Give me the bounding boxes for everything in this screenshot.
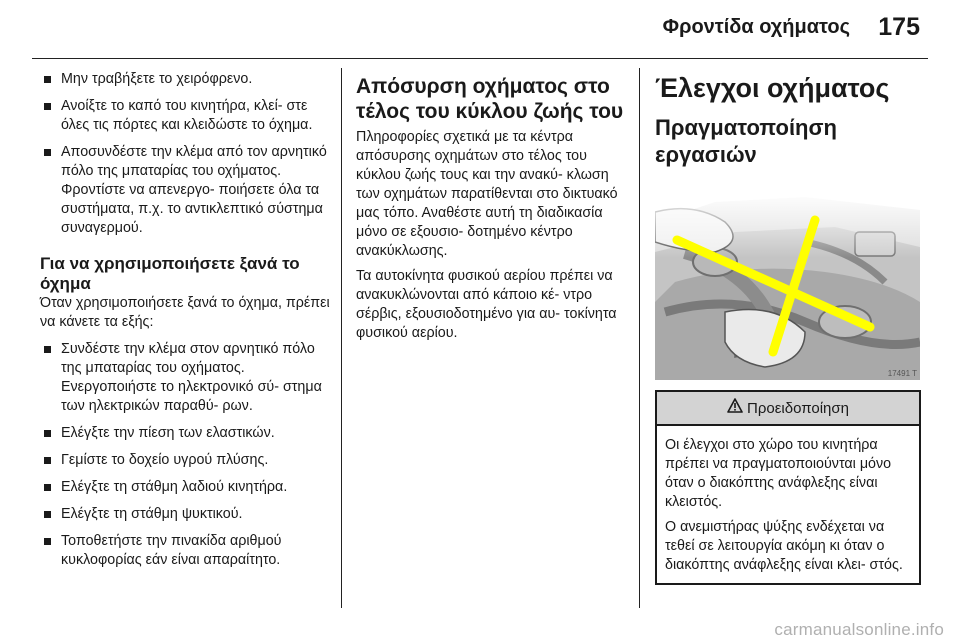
warning-title: Προειδοποίηση bbox=[747, 399, 849, 417]
page-number: 175 bbox=[878, 13, 920, 41]
list-item: Τοποθετήστε την πινακίδα αριθμού κυκλοφορίας εάν είναι απαραίτητο. bbox=[40, 532, 330, 570]
column-2 bbox=[356, 70, 628, 343]
list-item: Αποσυνδέστε την κλέμα από τον αρνητικό πόλο της μπαταρίας του οχήματος. Φροντίστε να απενεργο- ποιήσετε όλα τα συστήματα, π.χ. το αντικλεπτικό σύστημα συναγερμού. bbox=[40, 143, 330, 238]
warning-body bbox=[657, 426, 919, 583]
engine-bay-figure bbox=[655, 192, 920, 380]
watermark: carmanualsonline.info bbox=[774, 620, 944, 639]
section-heading-disposal: Απόσυρση οχήματος στο τέλος του κύκλου ζωής του bbox=[356, 75, 624, 123]
list-item: Ανοίξτε το καπό του κινητήρα, κλεί- στε όλες τις πόρτες και κλειδώστε το όχημα. bbox=[40, 97, 330, 135]
list-item: Συνδέστε την κλέμα στον αρνητικό πόλο της μπαταρίας του οχήματος. Ενεργοποιήστε το ηλεκτρονικό σύ- στημα των ηλεκτρικών παραθύ- ρων. bbox=[40, 340, 330, 416]
column-3 bbox=[655, 70, 921, 585]
reuse-intro: Όταν χρησιμοποιήσετε ξανά το όχημα, πρέπει να κάνετε τα εξής: bbox=[40, 295, 330, 330]
chapter-heading: Έλεγχοι οχήματος bbox=[655, 73, 890, 103]
column-divider-2 bbox=[639, 68, 640, 608]
list-item: Ελέγξτε τη στάθμη λαδιού κινητήρα. bbox=[40, 478, 330, 497]
running-title: Φροντίδα οχήματος bbox=[662, 16, 850, 38]
header-rule bbox=[32, 58, 928, 59]
list-item: Ελέγξτε την πίεση των ελαστικών. bbox=[40, 424, 330, 443]
sub-heading: Πραγματοποίηση εργασιών bbox=[655, 115, 837, 167]
section-heading-reuse: Για να χρησιμοποιήσετε ξανά το όχημα bbox=[40, 254, 300, 293]
warning-triangle-icon bbox=[727, 398, 743, 417]
figure-code: 17491 T bbox=[887, 369, 917, 378]
warning-header bbox=[657, 392, 919, 426]
list-item: Ελέγξτε τη στάθμη ψυκτικού. bbox=[40, 505, 330, 524]
list-item: Γεμίστε το δοχείο υγρού πλύσης. bbox=[40, 451, 330, 470]
list-item: Μην τραβήξετε το χειρόφρενο. bbox=[40, 70, 330, 89]
column-1 bbox=[40, 70, 330, 578]
warning-paragraph: Οι έλεγχοι στο χώρο του κινητήρα πρέπει να πραγματοποιούνται μόνο όταν ο διακόπτης ανάφλεξης είναι κλειστός. bbox=[665, 437, 892, 510]
warning-paragraph: Ο ανεμιστήρας ψύξης ενδέχεται να τεθεί σε λειτουργία ακόμη κι όταν ο διακόπτης ανάφλεξης είναι κλει- στός. bbox=[665, 519, 903, 573]
paragraph: Τα αυτοκίνητα φυσικού αερίου πρέπει να ανακυκλώνονται από κάποιο κέ- ντρο σέρβις, εξουσιοδοτημένο για αυ- τοκίνητα φυσικού αερίου. bbox=[356, 268, 617, 341]
column-divider-1 bbox=[341, 68, 342, 608]
warning-box bbox=[655, 390, 921, 585]
page-header bbox=[0, 0, 960, 62]
engine-bay-illustration bbox=[655, 192, 920, 380]
bullet-list-top bbox=[40, 70, 330, 238]
paragraph: Πληροφορίες σχετικά με τα κέντρα απόσυρσης οχημάτων στο τέλος του κύκλου ζωής τους και την ανακύ- κλωση των οχημάτων παρατίθενται στο δικτυακό μας τόπο. Αναθέστε αυτή τη διαδικασία μόνο σε εξουσιο- δοτημένο κέντρο ανακύκλωσης. bbox=[356, 129, 618, 259]
bullet-list-bottom bbox=[40, 340, 330, 570]
